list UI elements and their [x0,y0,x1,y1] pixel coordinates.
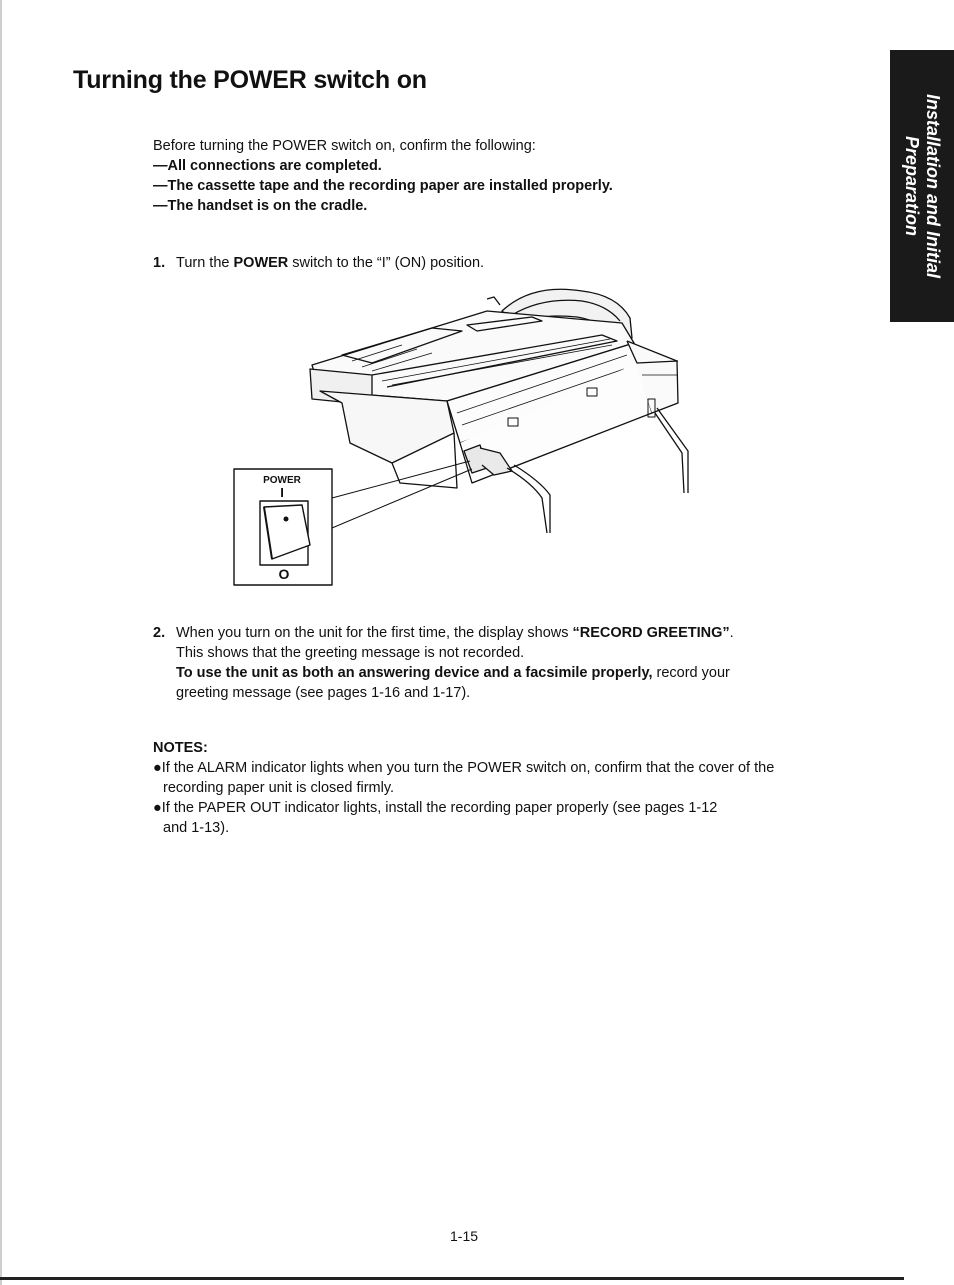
step-1 [153,253,484,273]
note-text: and 1-13). [163,820,230,836]
fax-body-drawing [310,311,678,488]
step-number: 1. [153,255,166,271]
section-tab-line2: Preparation [902,135,922,237]
checklist-item: —The handset is on the cradle. [153,198,368,214]
section-tab-line1: Installation and Initial [923,93,943,279]
page-number: 1-15 [450,1228,479,1244]
step-text-bold: POWER [233,255,289,271]
step-number: 2. [153,625,166,641]
note-text: ●If the ALARM indicator lights when you turn the POWER switch on, confirm that the cover of the [153,760,775,776]
step-text: switch to the “I” (ON) position. [288,255,485,271]
pointer-lines [332,461,472,528]
intro-lead: Before turning the POWER switch on, confirm the following: [153,138,536,154]
note-text: recording paper unit is closed firmly. [163,780,395,796]
step-text: This shows that the greeting message is not recorded. [176,645,525,661]
notes-block [153,738,873,838]
power-switch-label: POWER [263,475,301,486]
record-greeting-text: “RECORD GREETING” [572,625,730,641]
step-text: . [729,625,734,641]
fax-machine-illustration [232,283,692,588]
note-item [153,758,873,798]
bottom-rule [0,1277,904,1280]
checklist-item: —The cassette tape and the recording paper are installed properly. [153,178,613,194]
step-2 [153,623,853,703]
section-tab [890,50,954,322]
note-text: ●If the PAPER OUT indicator lights, install the recording paper properly (see pages 1-12 [153,800,718,816]
section-tab-text [901,94,943,278]
step-text: Turn the [176,255,234,271]
scan-edge [0,0,2,1285]
notes-heading: NOTES: [153,740,208,756]
step-text: When you turn on the unit for the first time, the display shows [176,625,573,641]
step-text: record your [652,665,730,681]
off-mark: O [278,566,290,582]
step-text-bold: To use the unit as both an answering device and a facsimile properly, [176,665,653,681]
step-text: greeting message (see pages 1-16 and 1-17). [176,685,471,701]
intro-block [153,136,613,216]
power-switch-detail [234,469,332,585]
note-item [153,798,873,838]
checklist-item: —All connections are completed. [153,158,382,174]
page-title: Turning the POWER switch on [73,66,427,94]
on-mark: I [280,485,284,500]
